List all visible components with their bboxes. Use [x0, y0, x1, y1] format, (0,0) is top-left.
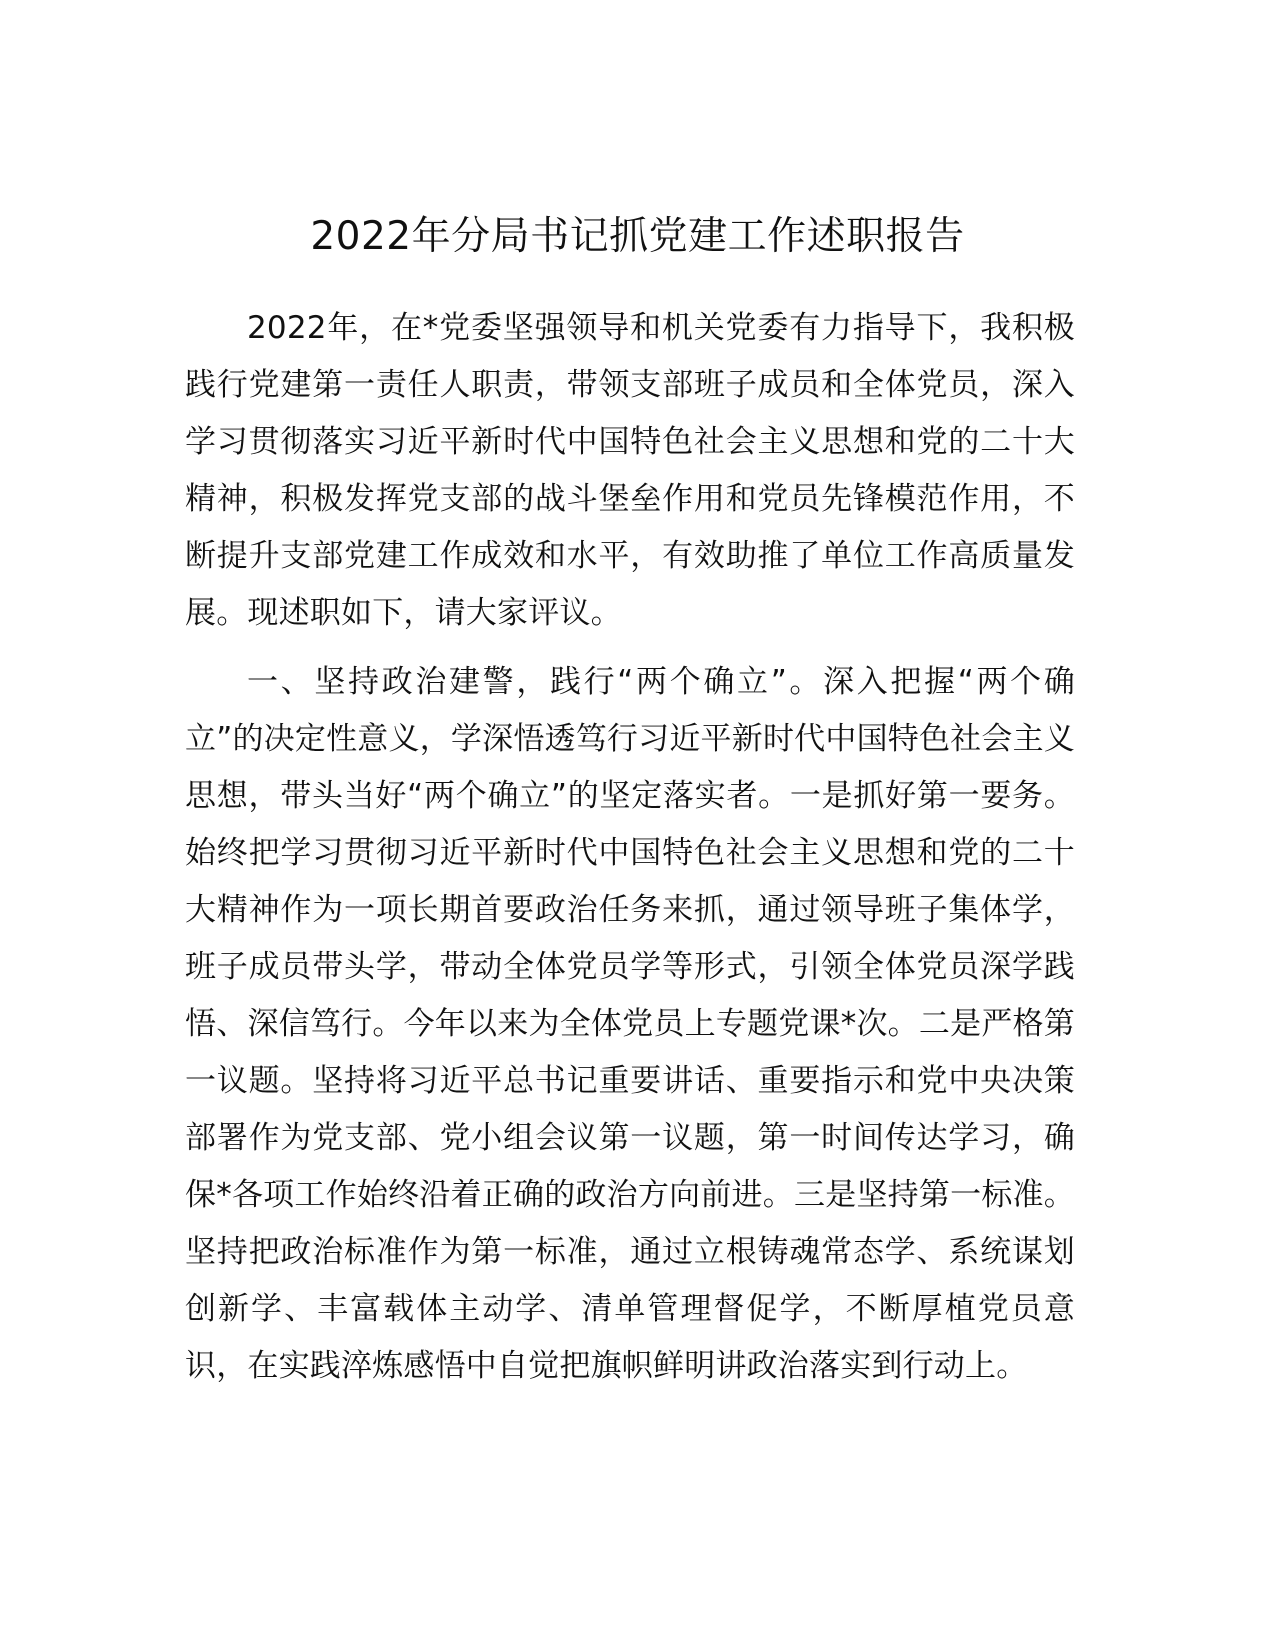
document-body	[185, 300, 1075, 1395]
paragraph-intro: 2022年，在*党委坚强领导和机关党委有力指导下，我积极践行党建第一责任人职责，带领支部班子成员和全体党员，深入学习贯彻落实习近平新时代中国特色社会主义思想和党的二十大精神，积极发挥党支部的战斗堡垒作用和党员先锋模范作用，不断提升支部党建工作成效和水平，有效助推了单位工作高质量发展。现述职如下，请大家评议。	[185, 310, 1075, 631]
paragraph-section-one: 一、坚持政治建警，践行“两个确立”。深入把握“两个确立”的决定性意义，学深悟透笃行习近平新时代中国特色社会主义思想，带头当好“两个确立”的坚定落实者。一是抓好第一要务。始终把学习贯彻习近平新时代中国特色社会主义思想和党的二十大精神作为一项长期首要政治任务来抓，通过领导班子集体学，班子成员带头学，带动全体党员学等形式，引领全体党员深学践悟、深信笃行。今年以来为全体党员上专题党课*次。二是严格第一议题。坚持将习近平总书记重要讲话、重要指示和党中央决策部署作为党支部、党小组会议第一议题，第一时间传达学习，确保*各项工作始终沿着正确的政治方向前进。三是坚持第一标准。坚持把政治标准作为第一标准，通过立根铸魂常态学、系统谋划创新学、丰富载体主动学、清单管理督促学，不断厚植党员意识，在实践淬炼感悟中自觉把旗帜鲜明讲政治落实到行动上。	[185, 664, 1075, 1384]
document-title: 2022年分局书记抓党建工作述职报告	[310, 214, 965, 259]
